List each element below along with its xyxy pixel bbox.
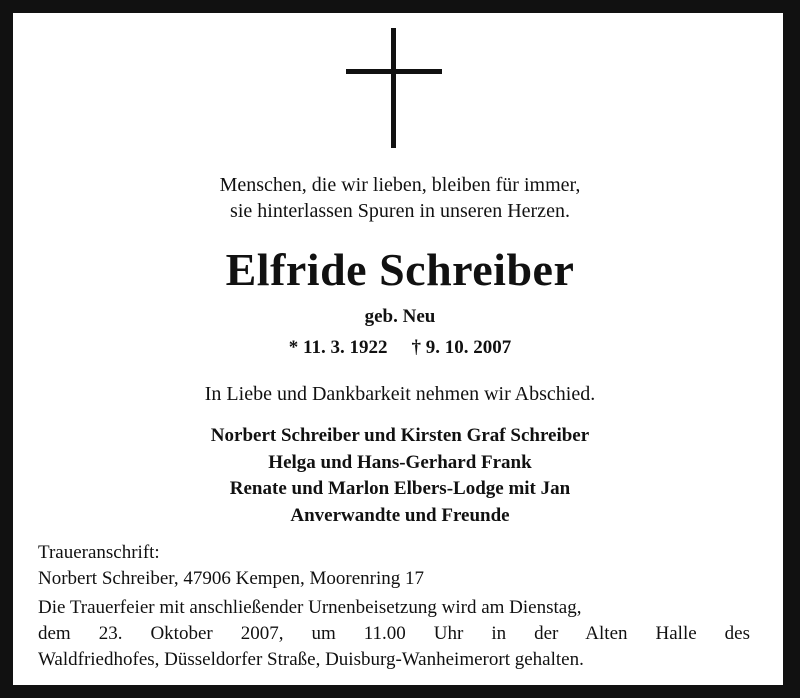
cross-icon (346, 28, 442, 148)
ceremony-line-3: Waldfriedhofes, Düsseldorfer Straße, Duisburg-Wanheimerort gehalten. (38, 649, 584, 670)
quote-line-2: sie hinterlassen Spuren in unseren Herzen. (230, 200, 570, 222)
memorial-quote (0, 172, 800, 224)
mourner-line: Renate und Marlon Elbers-Lodge mit Jan (229, 478, 571, 499)
mourners-list (0, 423, 800, 529)
farewell-text: In Liebe und Dankbarkeit nehmen wir Abschied. (204, 383, 596, 405)
mourning-address (38, 540, 424, 592)
address-label: Traueranschrift: (38, 542, 160, 563)
birth-date: * 11. 3. 1922 (288, 337, 388, 358)
quote-line-1: Menschen, die wir lieben, bleiben für immer, (219, 174, 581, 196)
ceremony-line-1: Die Trauerfeier mit anschließender Urnenbeisetzung wird am Dienstag, (38, 597, 582, 618)
ceremony-notice (38, 595, 750, 673)
mourner-line: Helga und Hans-Gerhard Frank (268, 451, 532, 473)
death-date: † 9. 10. 2007 (411, 337, 512, 358)
ceremony-line-2: dem 23. Oktober 2007, um 11.00 Uhr in der Alten Halle des (38, 623, 750, 644)
maiden-name: geb. Neu (364, 306, 436, 327)
mourner-line: Norbert Schreiber und Kirsten Graf Schreiber (210, 425, 590, 446)
address-value: Norbert Schreiber, 47906 Kempen, Moorenring 17 (38, 568, 425, 589)
life-dates (0, 336, 800, 360)
deceased-name: Elfride Schreiber (225, 244, 575, 295)
mourner-line: Anverwandte und Freunde (290, 504, 510, 526)
